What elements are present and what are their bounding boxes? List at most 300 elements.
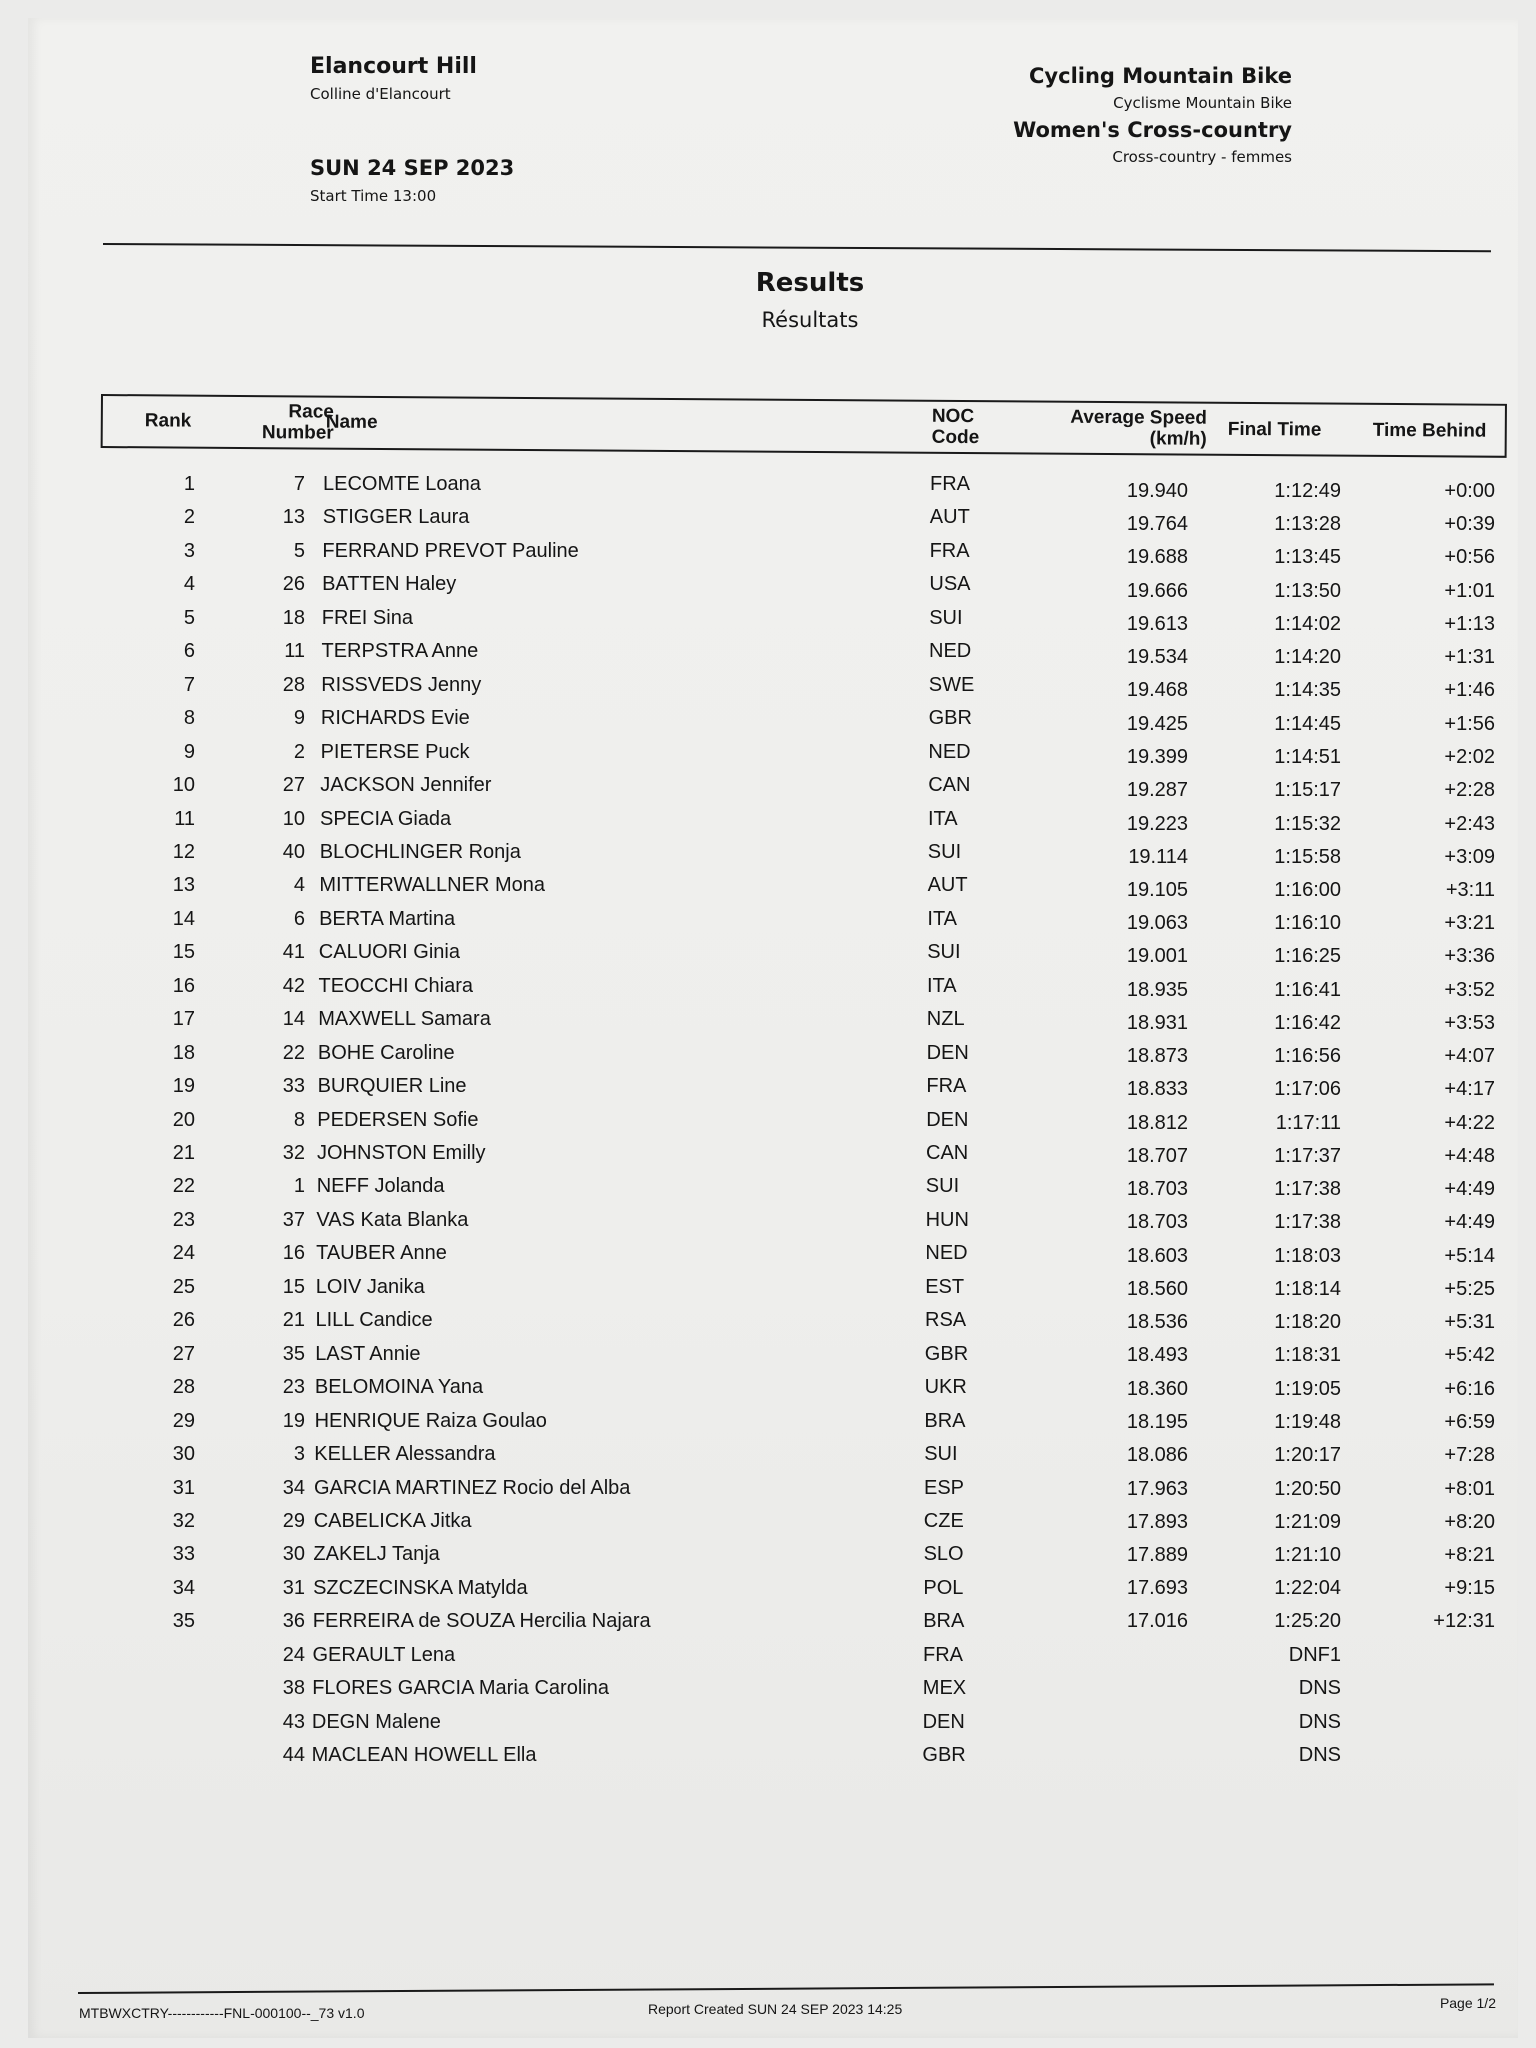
time-behind-cell: +1:01 xyxy=(1444,579,1495,602)
time-behind-cell: +5:25 xyxy=(1444,1277,1495,1300)
report-created: Report Created SUN 24 SEP 2023 14:25 xyxy=(648,2001,903,2017)
rank-cell: 8 xyxy=(183,707,195,730)
final-time-cell: 1:17:38 xyxy=(1274,1178,1341,1201)
speed-cell: 19.534 xyxy=(1126,646,1188,669)
rank-cell: 2 xyxy=(183,506,195,529)
table-row xyxy=(0,1543,1536,1573)
noc-cell: ITA xyxy=(927,974,957,997)
race-number-cell: 7 xyxy=(293,473,305,495)
name-cell: TEOCCHI Chiara xyxy=(318,974,473,997)
speed-cell: 19.666 xyxy=(1126,579,1188,602)
final-time-cell: 1:15:17 xyxy=(1274,779,1341,802)
speed-cell: 17.889 xyxy=(1126,1543,1188,1566)
time-behind-cell: +5:42 xyxy=(1444,1344,1495,1367)
rank-cell: 15 xyxy=(172,941,195,964)
time-behind-cell: +4:49 xyxy=(1444,1178,1495,1201)
name-cell: BLOCHLINGER Ronja xyxy=(319,840,521,863)
document-code: MTBWXCTRY------------FNL-000100--_73 v1.0 xyxy=(79,2005,365,2021)
race-number-cell: 19 xyxy=(282,1409,305,1432)
final-time-cell: 1:19:48 xyxy=(1274,1410,1341,1433)
time-behind-cell: +4:22 xyxy=(1444,1111,1495,1134)
table-row xyxy=(0,473,1536,503)
time-behind-cell: +4:49 xyxy=(1444,1211,1495,1234)
time-behind-cell: +3:53 xyxy=(1444,1011,1495,1034)
table-row xyxy=(0,707,1536,737)
venue-subtitle: Colline d'Elancourt xyxy=(310,85,451,103)
speed-cell: 19.399 xyxy=(1126,745,1188,768)
race-number-cell: 14 xyxy=(282,1008,305,1031)
noc-cell: ITA xyxy=(928,807,958,830)
final-time-cell: 1:18:14 xyxy=(1274,1277,1341,1300)
rank-cell: 18 xyxy=(172,1041,195,1064)
speed-cell: 19.287 xyxy=(1126,779,1188,802)
noc-cell: RSA xyxy=(925,1309,967,1332)
table-row xyxy=(0,975,1536,1005)
name-cell: MACLEAN HOWELL Ella xyxy=(311,1744,537,1767)
speed-cell: 18.703 xyxy=(1126,1211,1188,1234)
name-cell: SPECIA Giada xyxy=(320,807,452,830)
table-row xyxy=(0,1443,1536,1473)
table-row xyxy=(0,1711,1536,1741)
final-time-cell: DNS xyxy=(1298,1710,1341,1733)
rank-cell: 12 xyxy=(172,840,195,863)
rank-cell: 30 xyxy=(172,1443,195,1466)
final-time-cell: 1:22:04 xyxy=(1274,1577,1341,1600)
noc-cell: GBR xyxy=(922,1744,966,1767)
name-cell: RICHARDS Evie xyxy=(320,707,470,730)
table-row xyxy=(0,506,1536,536)
race-number-cell: 11 xyxy=(284,640,305,663)
race-number-cell: 24 xyxy=(282,1643,305,1666)
header-number: Number xyxy=(261,422,334,444)
sport-title: Cycling Mountain Bike xyxy=(1029,64,1292,88)
final-time-cell: DNS xyxy=(1298,1677,1341,1700)
rank-cell: 34 xyxy=(172,1576,195,1599)
time-behind-cell: +4:07 xyxy=(1444,1045,1495,1068)
speed-cell: 18.873 xyxy=(1126,1045,1188,1068)
name-cell: FLORES GARCIA Maria Carolina xyxy=(312,1677,609,1700)
table-row xyxy=(0,1242,1536,1272)
final-time-cell: 1:15:32 xyxy=(1274,812,1341,835)
time-behind-cell: +0:56 xyxy=(1444,546,1495,569)
final-time-cell: 1:21:09 xyxy=(1274,1510,1341,1533)
final-time-cell: 1:18:20 xyxy=(1274,1311,1341,1334)
time-behind-cell: +1:31 xyxy=(1444,646,1495,669)
time-behind-cell: +6:59 xyxy=(1444,1410,1495,1433)
noc-cell: ITA xyxy=(927,907,958,930)
rank-cell: 7 xyxy=(183,673,195,696)
name-cell: PEDERSEN Sofie xyxy=(317,1108,479,1131)
noc-cell: BRA xyxy=(923,1610,965,1633)
name-cell: FREI Sina xyxy=(321,606,413,629)
final-time-cell: 1:18:31 xyxy=(1274,1344,1341,1367)
noc-cell: CAN xyxy=(926,1142,969,1164)
noc-cell: FRA xyxy=(930,473,970,495)
time-behind-cell: +8:21 xyxy=(1444,1543,1495,1566)
discipline-title-fr: Cross-country - femmes xyxy=(1112,148,1292,166)
noc-cell: DEN xyxy=(926,1108,969,1131)
rank-cell: 19 xyxy=(172,1075,195,1098)
final-time-cell: 1:18:03 xyxy=(1274,1244,1341,1267)
speed-cell: 19.114 xyxy=(1128,845,1188,868)
noc-cell: NED xyxy=(928,740,971,763)
speed-cell: 18.703 xyxy=(1126,1178,1188,1201)
name-cell: NEFF Jolanda xyxy=(316,1175,445,1198)
rank-cell: 10 xyxy=(172,774,195,797)
table-row xyxy=(0,1008,1536,1038)
final-time-cell: 1:20:17 xyxy=(1274,1444,1341,1467)
rank-cell: 14 xyxy=(172,907,195,930)
noc-cell: SUI xyxy=(929,606,963,629)
race-number-cell: 29 xyxy=(282,1509,305,1532)
table-row xyxy=(0,1744,1536,1774)
header-noc: NOC xyxy=(931,405,975,428)
race-number-cell: 22 xyxy=(282,1041,305,1064)
table-row xyxy=(0,1677,1536,1707)
speed-cell: 18.707 xyxy=(1126,1145,1188,1167)
table-row xyxy=(0,1610,1536,1640)
header-name: Name xyxy=(325,411,378,433)
name-cell: HENRIQUE Raiza Goulao xyxy=(314,1409,547,1432)
noc-cell: GBR xyxy=(924,1342,969,1365)
speed-cell: 19.223 xyxy=(1126,812,1188,835)
table-row xyxy=(0,1376,1536,1406)
noc-cell: FRA xyxy=(926,1075,967,1098)
table-row xyxy=(0,808,1536,838)
header-time-behind: Time Behind xyxy=(1372,419,1487,442)
table-row xyxy=(0,741,1536,771)
final-time-cell: 1:15:58 xyxy=(1274,845,1341,868)
time-behind-cell: +8:20 xyxy=(1444,1510,1495,1533)
rank-cell: 16 xyxy=(172,974,195,997)
race-number-cell: 42 xyxy=(282,974,305,997)
time-behind-cell: +2:28 xyxy=(1444,779,1495,802)
final-time-cell: 1:13:28 xyxy=(1274,513,1341,536)
time-behind-cell: +4:17 xyxy=(1444,1078,1495,1101)
final-time-cell: 1:17:38 xyxy=(1274,1211,1341,1234)
table-row xyxy=(0,1644,1536,1674)
event-date: SUN 24 SEP 2023 xyxy=(310,156,515,180)
race-number-cell: 26 xyxy=(282,573,305,596)
rank-cell: 24 xyxy=(172,1242,195,1265)
rank-cell: 1 xyxy=(183,473,195,495)
noc-cell: GBR xyxy=(928,707,972,730)
time-behind-cell: +0:39 xyxy=(1444,513,1495,536)
noc-cell: CAN xyxy=(928,774,971,797)
rank-cell: 25 xyxy=(172,1275,195,1298)
race-number-cell: 18 xyxy=(282,606,305,629)
noc-cell: SUI xyxy=(924,1443,958,1466)
final-time-cell: 1:14:45 xyxy=(1274,712,1341,735)
rank-cell: 20 xyxy=(172,1108,195,1131)
table-row xyxy=(0,1276,1536,1306)
rank-cell: 6 xyxy=(183,640,195,663)
final-time-cell: 1:16:41 xyxy=(1274,978,1341,1001)
rank-cell: 35 xyxy=(172,1610,195,1633)
final-time-cell: 1:17:11 xyxy=(1275,1111,1341,1134)
name-cell: TERPSTRA Anne xyxy=(321,640,479,663)
noc-cell: CZE xyxy=(923,1509,964,1532)
final-time-cell: 1:21:10 xyxy=(1274,1543,1341,1566)
noc-cell: USA xyxy=(929,573,971,596)
noc-cell: NED xyxy=(929,640,972,663)
race-number-cell: 6 xyxy=(293,907,305,930)
final-time-cell: 1:16:25 xyxy=(1274,945,1341,968)
speed-cell: 18.360 xyxy=(1126,1377,1188,1400)
rank-cell: 33 xyxy=(172,1543,195,1566)
name-cell: LAST Annie xyxy=(315,1342,421,1365)
name-cell: TAUBER Anne xyxy=(316,1242,447,1265)
race-number-cell: 9 xyxy=(293,707,305,730)
table-row xyxy=(0,1577,1536,1607)
rank-cell: 31 xyxy=(172,1476,195,1499)
race-number-cell: 16 xyxy=(282,1242,305,1265)
speed-cell: 18.833 xyxy=(1126,1078,1188,1101)
race-number-cell: 43 xyxy=(282,1710,305,1733)
speed-cell: 18.493 xyxy=(1126,1344,1188,1367)
speed-cell: 18.560 xyxy=(1126,1277,1188,1300)
final-time-cell: 1:12:49 xyxy=(1274,480,1341,502)
rank-cell: 3 xyxy=(183,539,195,562)
time-behind-cell: +12:31 xyxy=(1433,1610,1495,1633)
final-time-cell: 1:16:42 xyxy=(1274,1011,1341,1034)
header-final-time: Final Time xyxy=(1227,418,1322,441)
rank-cell: 27 xyxy=(172,1342,195,1365)
table-row xyxy=(0,1309,1536,1339)
table-row xyxy=(0,1510,1536,1540)
race-number-cell: 41 xyxy=(282,941,305,964)
final-time-cell: 1:14:20 xyxy=(1274,646,1341,669)
race-number-cell: 33 xyxy=(282,1075,305,1098)
noc-cell: FRA xyxy=(923,1643,963,1666)
table-row xyxy=(0,1343,1536,1373)
rank-cell: 32 xyxy=(172,1509,195,1532)
table-row xyxy=(0,1042,1536,1072)
final-time-cell: 1:17:37 xyxy=(1274,1145,1341,1167)
final-time-cell: DNS xyxy=(1298,1744,1341,1767)
final-time-cell: 1:25:20 xyxy=(1274,1610,1341,1633)
name-cell: BERTA Martina xyxy=(319,907,456,930)
race-number-cell: 3 xyxy=(293,1443,305,1466)
noc-cell: SWE xyxy=(928,673,975,696)
time-behind-cell: +1:13 xyxy=(1444,612,1495,635)
rank-cell: 11 xyxy=(174,807,195,830)
header-average-speed: Average Speed xyxy=(1070,406,1207,429)
table-row xyxy=(0,1410,1536,1440)
start-time: Start Time 13:00 xyxy=(310,187,437,205)
name-cell: BOHE Caroline xyxy=(317,1041,455,1064)
speed-cell: 17.016 xyxy=(1126,1610,1188,1633)
venue-title: Elancourt Hill xyxy=(310,54,477,79)
time-behind-cell: +5:14 xyxy=(1444,1244,1495,1267)
final-time-cell: 1:16:56 xyxy=(1274,1045,1341,1068)
final-time-cell: 1:16:00 xyxy=(1274,878,1341,901)
rank-cell: 9 xyxy=(183,740,195,763)
final-time-cell: 1:16:10 xyxy=(1274,912,1341,935)
noc-cell: SUI xyxy=(925,1175,960,1198)
name-cell: PIETERSE Puck xyxy=(320,740,470,763)
final-time-cell: 1:19:05 xyxy=(1274,1377,1341,1400)
discipline-title: Women's Cross-country xyxy=(1013,118,1292,142)
name-cell: STIGGER Laura xyxy=(322,506,470,529)
name-cell: LILL Candice xyxy=(315,1309,433,1332)
name-cell: ZAKELJ Tanja xyxy=(313,1543,440,1566)
noc-cell: SUI xyxy=(927,941,961,964)
race-number-cell: 27 xyxy=(282,774,305,797)
table-row xyxy=(0,841,1536,871)
rank-cell: 29 xyxy=(172,1409,195,1432)
table-row xyxy=(0,640,1536,670)
name-cell: KELLER Alessandra xyxy=(314,1443,496,1466)
final-time-cell: 1:13:50 xyxy=(1274,579,1341,602)
noc-cell: MEX xyxy=(922,1677,967,1700)
final-time-cell: 1:14:51 xyxy=(1274,745,1341,768)
name-cell: CALUORI Ginia xyxy=(318,941,460,964)
table-row xyxy=(0,1109,1536,1139)
time-behind-cell: +3:36 xyxy=(1444,945,1495,968)
rank-cell: 4 xyxy=(183,573,195,596)
rank-cell: 22 xyxy=(172,1175,195,1198)
time-behind-cell: +3:21 xyxy=(1444,912,1495,935)
rank-cell: 21 xyxy=(172,1142,195,1164)
table-row xyxy=(0,941,1536,971)
speed-cell: 18.603 xyxy=(1126,1244,1188,1267)
time-behind-cell: +9:15 xyxy=(1444,1577,1495,1600)
table-row xyxy=(0,573,1536,603)
noc-cell: DEN xyxy=(926,1041,969,1064)
race-number-cell: 10 xyxy=(282,807,305,830)
name-cell: BELOMOINA Yana xyxy=(314,1376,484,1399)
name-cell: JACKSON Jennifer xyxy=(320,774,492,797)
header-race: Race xyxy=(288,401,334,423)
race-number-cell: 34 xyxy=(282,1476,305,1499)
noc-cell: SLO xyxy=(923,1543,964,1566)
time-behind-cell: +3:52 xyxy=(1444,978,1495,1001)
race-number-cell: 32 xyxy=(282,1142,305,1164)
time-behind-cell: +6:16 xyxy=(1444,1377,1495,1400)
speed-cell: 18.195 xyxy=(1126,1410,1188,1433)
name-cell: BATTEN Haley xyxy=(322,573,457,596)
time-behind-cell: +7:28 xyxy=(1444,1444,1495,1467)
table-row xyxy=(0,540,1536,570)
noc-cell: POL xyxy=(923,1576,964,1599)
speed-cell: 19.063 xyxy=(1126,912,1188,935)
race-number-cell: 40 xyxy=(282,840,305,863)
speed-cell: 18.536 xyxy=(1126,1311,1188,1334)
name-cell: DEGN Malene xyxy=(311,1710,441,1733)
table-row xyxy=(0,1209,1536,1239)
time-behind-cell: +1:46 xyxy=(1444,679,1495,702)
table-row xyxy=(0,1075,1536,1105)
noc-cell: UKR xyxy=(924,1376,967,1399)
speed-cell: 17.893 xyxy=(1126,1510,1188,1533)
name-cell: MITTERWALLNER Mona xyxy=(319,874,545,897)
header-code: Code xyxy=(931,426,980,449)
time-behind-cell: +0:00 xyxy=(1444,480,1495,502)
time-behind-cell: +2:43 xyxy=(1444,812,1495,835)
name-cell: SZCZECINSKA Matylda xyxy=(313,1576,528,1599)
noc-cell: ESP xyxy=(924,1476,965,1499)
race-number-cell: 4 xyxy=(293,874,305,897)
race-number-cell: 35 xyxy=(282,1342,305,1365)
speed-cell: 18.935 xyxy=(1126,978,1188,1001)
name-cell: FERREIRA de SOUZA Hercilia Najara xyxy=(312,1610,651,1633)
speed-cell: 19.468 xyxy=(1126,679,1188,702)
speed-cell: 18.931 xyxy=(1126,1011,1188,1034)
rank-cell: 13 xyxy=(172,874,195,897)
table-row xyxy=(0,874,1536,904)
speed-cell: 19.105 xyxy=(1126,878,1188,901)
noc-cell: NZL xyxy=(926,1008,965,1031)
name-cell: JOHNSTON Emilly xyxy=(317,1142,486,1164)
speed-cell: 18.812 xyxy=(1126,1111,1188,1134)
noc-cell: AUT xyxy=(927,874,968,897)
table-row xyxy=(0,908,1536,938)
table-row xyxy=(0,1142,1536,1172)
time-behind-cell: +8:01 xyxy=(1444,1477,1495,1500)
name-cell: FERRAND PREVOT Pauline xyxy=(322,539,579,562)
speed-cell: 19.940 xyxy=(1126,480,1188,502)
final-time-cell: 1:14:02 xyxy=(1274,612,1341,635)
final-time-cell: 1:14:35 xyxy=(1274,679,1341,702)
time-behind-cell: +3:11 xyxy=(1445,878,1495,901)
time-behind-cell: +2:02 xyxy=(1444,745,1495,768)
noc-cell: SUI xyxy=(927,840,962,863)
noc-cell: HUN xyxy=(925,1208,969,1231)
name-cell: GERAULT Lena xyxy=(312,1643,456,1666)
speed-cell: 19.764 xyxy=(1126,513,1188,536)
rank-cell: 28 xyxy=(172,1376,195,1399)
speed-cell: 17.963 xyxy=(1126,1477,1188,1500)
table-row xyxy=(0,1477,1536,1507)
speed-cell: 19.001 xyxy=(1126,945,1188,968)
rank-cell: 5 xyxy=(183,606,195,629)
time-behind-cell: +5:31 xyxy=(1444,1311,1495,1334)
time-behind-cell: +3:09 xyxy=(1444,845,1495,868)
race-number-cell: 23 xyxy=(282,1376,305,1399)
results-subtitle: Résultats xyxy=(761,308,859,332)
race-number-cell: 44 xyxy=(282,1744,305,1767)
race-number-cell: 30 xyxy=(282,1543,305,1566)
final-time-cell: 1:17:06 xyxy=(1274,1078,1341,1101)
noc-cell: EST xyxy=(925,1275,965,1298)
race-number-cell: 1 xyxy=(293,1175,305,1198)
race-number-cell: 8 xyxy=(293,1108,305,1131)
race-number-cell: 28 xyxy=(282,673,305,696)
rank-cell: 23 xyxy=(172,1208,195,1231)
race-number-cell: 31 xyxy=(282,1576,305,1599)
name-cell: LECOMTE Loana xyxy=(323,473,481,495)
race-number-cell: 38 xyxy=(282,1677,305,1700)
race-number-cell: 5 xyxy=(293,539,305,562)
table-row xyxy=(0,774,1536,804)
race-number-cell: 2 xyxy=(293,740,305,763)
speed-cell: 19.613 xyxy=(1126,612,1188,635)
page-number: Page 1/2 xyxy=(1439,1995,1496,2011)
sport-title-fr: Cyclisme Mountain Bike xyxy=(1113,94,1292,112)
name-cell: GARCIA MARTINEZ Rocio del Alba xyxy=(314,1476,631,1499)
speed-cell: 19.425 xyxy=(1126,712,1188,735)
name-cell: VAS Kata Blanka xyxy=(316,1208,469,1231)
final-time-cell: DNF1 xyxy=(1288,1643,1341,1666)
final-time-cell: 1:20:50 xyxy=(1274,1477,1341,1500)
race-number-cell: 15 xyxy=(282,1275,305,1298)
table-row xyxy=(0,607,1536,637)
noc-cell: AUT xyxy=(929,506,970,529)
final-time-cell: 1:13:45 xyxy=(1274,546,1341,569)
name-cell: RISSVEDS Jenny xyxy=(321,673,482,696)
noc-cell: FRA xyxy=(929,539,970,562)
